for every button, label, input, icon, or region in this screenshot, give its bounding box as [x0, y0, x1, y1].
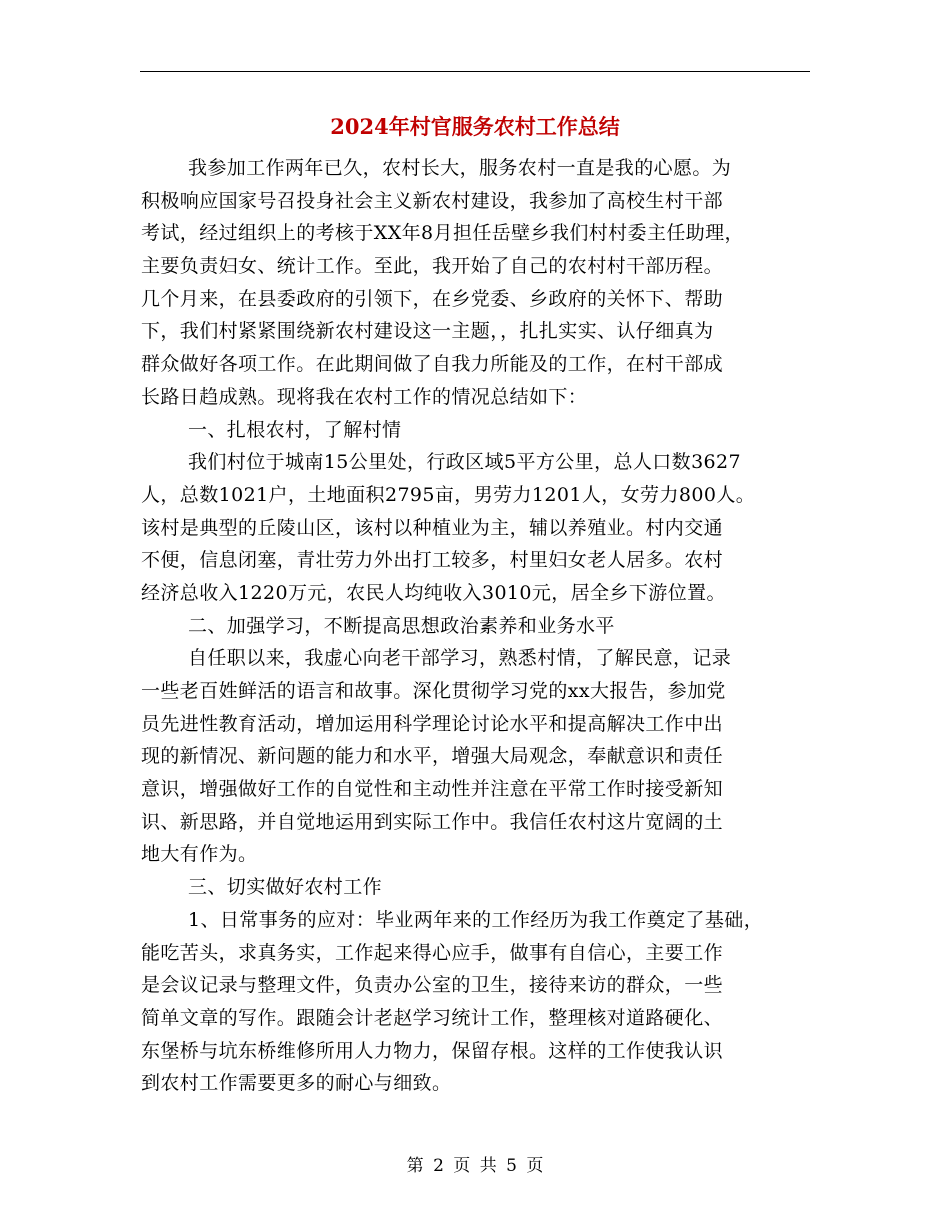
paragraph-line: 长路日趋成熟。现将我在农村工作的情况总结如下： — [141, 385, 588, 408]
paragraph-line: 群众做好各项工作。在此期间做了自我力所能及的工作，在村干部成 — [141, 353, 724, 376]
section-heading: 一、扎根农村，了解村情 — [188, 418, 402, 441]
paragraph-line: 我参加工作两年已久，农村长大，服务农村一直是我的心愿。为 — [188, 157, 732, 179]
paragraph-line: 下，我们村紧紧围绕新农村建设这一主题，，扎扎实实、认仔细真为 — [141, 320, 714, 343]
paragraph-line: 该村是典型的丘陵山区，该村以种植业为主，辅以养殖业。村内交通 — [141, 516, 724, 539]
paragraph-line: 意识，增强做好工作的自觉性和主动性并注意在平常工作时接受新知 — [141, 778, 724, 801]
header-rule — [140, 71, 810, 72]
paragraph-line: 主要负责妇女、统计工作。至此，我开始了自己的农村村干部历程。 — [141, 255, 724, 278]
paragraph-line: 员先进性教育活动，增加运用科学理论讨论水平和提高解决工作中出 — [141, 712, 724, 735]
footer-prefix: 第 — [406, 1156, 424, 1176]
paragraph-line: 地大有作为。 — [141, 843, 258, 866]
paragraph-line: 几个月来，在县委政府的引领下，在乡党委、乡政府的关怀下、帮助 — [141, 287, 724, 310]
paragraph-line: 积极响应国家号召投身社会主义新农村建设，我参加了高校生村干部 — [141, 189, 724, 212]
paragraph-line: 1、日常事务的应对：毕业两年来的工作经历为我工作奠定了基础， — [188, 908, 764, 931]
footer-total-prefix: 共 — [479, 1156, 497, 1176]
paragraph-line: 能吃苦头，求真务实，工作起来得心应手，做事有自信心，主要工作 — [141, 941, 724, 964]
paragraph-line: 我们村位于城南15公里处，行政区域5平方公里，总人口数3627 — [188, 451, 742, 474]
page-footer — [0, 1154, 950, 1178]
paragraph-line: 识、新思路，并自觉地运用到实际工作中。我信任农村这片宽阔的土 — [141, 810, 724, 833]
paragraph-line: 不便，信息闭塞，青壮劳力外出打工较多，村里妇女老人居多。农村 — [141, 549, 724, 572]
section-heading: 二、加强学习，不断提高思想政治素养和业务水平 — [188, 614, 615, 637]
paragraph-line: 一些老百姓鲜活的语言和故事。深化贯彻学习党的xx大报告，参加党 — [141, 680, 726, 702]
paragraph-line: 经济总收入1220万元，农民人均纯收入3010元，居全乡下游位置。 — [141, 581, 726, 604]
paragraph-line: 现的新情况、新问题的能力和水平，增强大局观念，奉献意识和责任 — [141, 745, 724, 768]
paragraph-line: 是会议记录与整理文件，负责办公室的卫生，接待来访的群众，一些 — [141, 974, 724, 997]
section-heading: 三、切实做好农村工作 — [188, 876, 383, 899]
document-title: 2024年村官服务农村工作总结 — [330, 114, 620, 139]
page-number: 2 — [433, 1156, 444, 1176]
footer-total-unit: 页 — [526, 1156, 544, 1176]
paragraph-line: 东堡桥与坑东桥维修所用人力物力，保留存根。这样的工作使我认识 — [141, 1039, 724, 1062]
document-body — [141, 152, 821, 1100]
paragraph-line: 人，总数1021户，土地面积2795亩，男劳力1201人，女劳力800人。 — [141, 483, 756, 506]
total-pages: 5 — [506, 1156, 517, 1176]
paragraph-line: 到农村工作需要更多的耐心与细致。 — [141, 1072, 452, 1095]
paragraph-line: 考试，经过组织上的考核于XX年8月担任岳壁乡我们村村委主任助理， — [141, 222, 744, 245]
paragraph-line: 自任职以来，我虚心向老干部学习，熟悉村情，了解民意，记录 — [188, 647, 732, 670]
footer-page-unit: 页 — [453, 1156, 471, 1176]
paragraph-line: 简单文章的写作。跟随会计老赵学习统计工作，整理核对道路硬化、 — [141, 1006, 724, 1029]
